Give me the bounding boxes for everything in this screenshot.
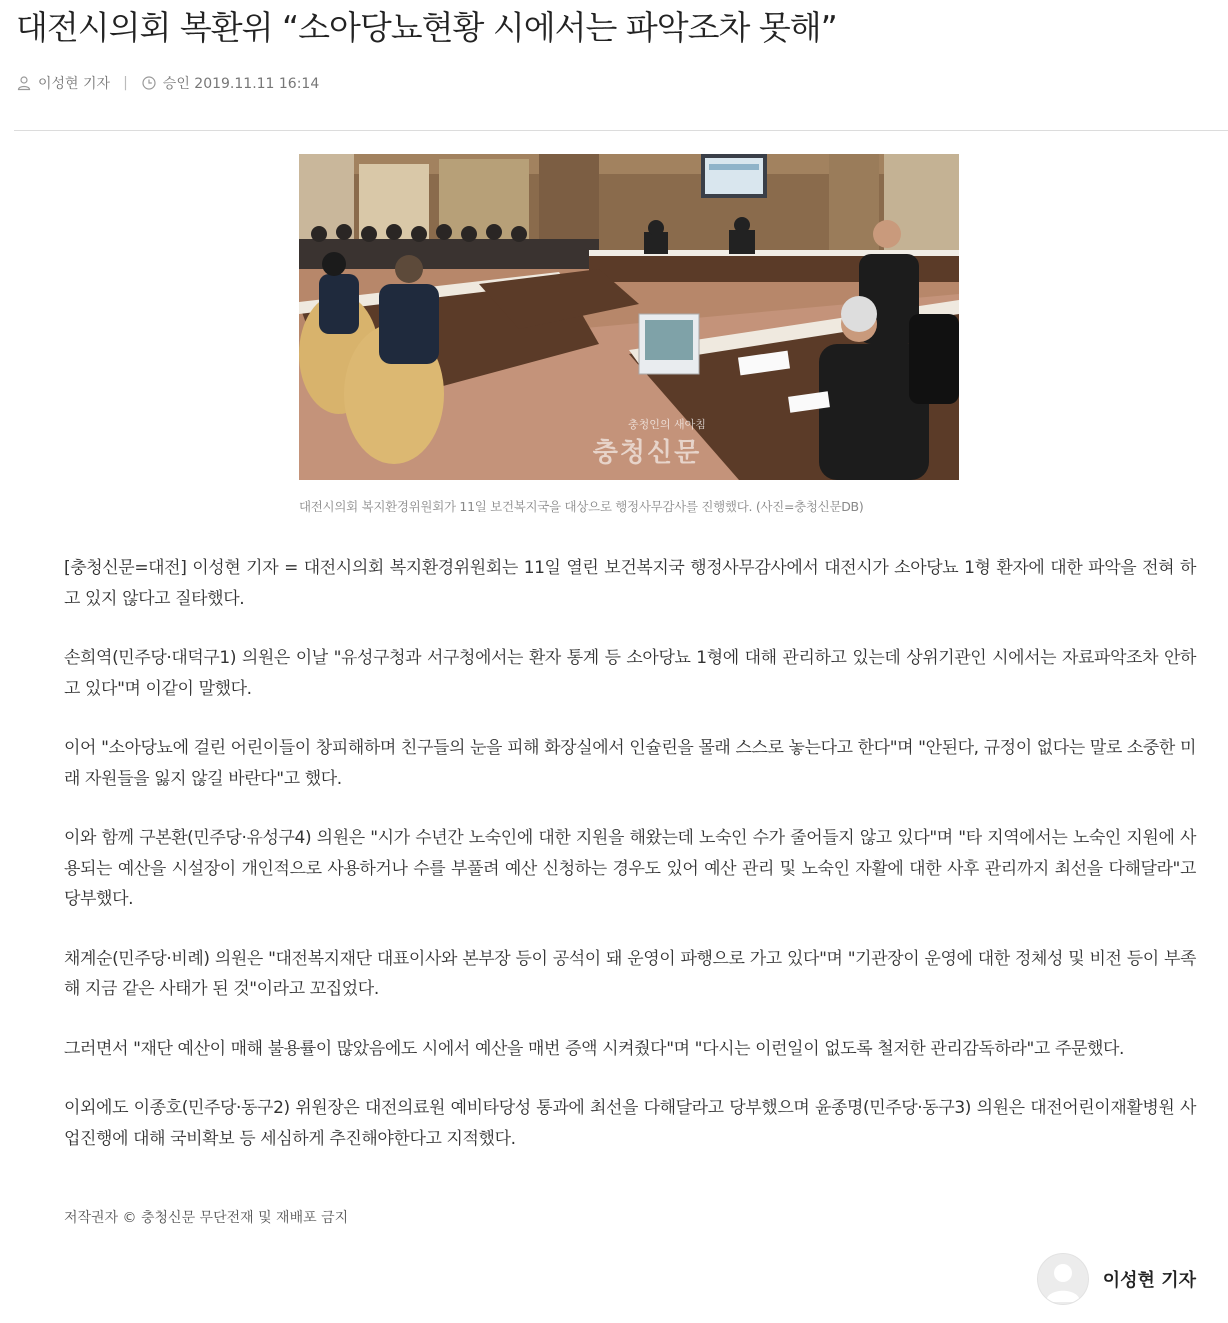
article-photo[interactable] — [299, 154, 959, 480]
body-paragraph: 이어 "소아당뇨에 걸린 어린이들이 창피해하며 친구들의 눈을 피해 화장실에서 인슐린을 몰래 스스로 놓는다고 한다"며 "안된다, 규정이 없다는 말로 소중한 미래 자원들을 잃지 않길 바란다"고 했다. — [64, 738, 1196, 789]
meta-separator: | — [123, 75, 128, 91]
watermark-slogan: 충청인의 새아침 — [628, 418, 706, 431]
body-paragraph: 그러면서 "재단 예산이 매해 불용률이 많았음에도 시에서 예산을 매번 증액 시켜줬다"며 "다시는 이런일이 없도록 철저한 관리감독하라"고 주문했다. — [64, 1038, 1125, 1059]
reporter-byline[interactable] — [1037, 1253, 1196, 1305]
photo-caption: 대전시의회 복지환경위원회가 11일 보건복지국을 대상으로 행정사무감사를 진행했다. (사진=충청신문DB) — [299, 499, 864, 514]
header-divider — [14, 130, 1228, 131]
body-paragraph: 손희역(민주당·대덕구1) 의원은 이날 "유성구청과 서구청에서는 환자 통계 등 소아당뇨 1형에 대해 관리하고 있는데 상위기관인 시에서는 자료파악조차 안하고 있다"며 이같이 말했다. — [64, 648, 1196, 699]
body-paragraph: [충청신문=대전] 이성현 기자 = 대전시의회 복지환경위원회는 11일 열린 보건복지국 행정사무감사에서 대전시가 소아당뇨 1형 환자에 대한 파악을 전혀 하고 있지 않다고 질타했다. — [64, 558, 1196, 609]
body-paragraph: 이와 함께 구본환(민주당·유성구4) 의원은 "시가 수년간 노숙인에 대한 지원을 해왔는데 노숙인 수가 줄어들지 않고 있다"며 "타 지역에서는 노숙인 지원에 사용되는 예산을 시설장이 개인적으로 사용하거나 수를 부풀려 예산 신청하는 경우도 있어 예산 관리 및 노숙인 자활에 대한 사후 관리까지 최선을 다해달라"고 당부했다. — [64, 828, 1196, 909]
body-paragraph: 채계순(민주당·비례) 의원은 "대전복지재단 대표이사와 본부장 등이 공석이 돼 운영이 파행으로 가고 있다"며 "기관장이 운영에 대한 정체성 및 비전 등이 부족해 지금 같은 사태가 된 것"이라고 꼬집었다. — [64, 948, 1196, 999]
byline-name[interactable]: 이성현 기자 — [1102, 1270, 1196, 1291]
clock-icon — [141, 75, 157, 91]
avatar[interactable] — [1037, 1253, 1089, 1305]
watermark-brand: 충청신문 — [592, 438, 702, 468]
approved-timestamp: 승인 2019.11.11 16:14 — [162, 76, 320, 92]
article-meta — [16, 73, 319, 93]
article-body — [64, 553, 1196, 1183]
copyright-notice: 저작권자 © 충청신문 무단전재 및 재배포 금지 — [64, 1210, 349, 1226]
article-headline: 대전시의회 복환위 “소아당뇨현황 시에서는 파악조차 못해” — [16, 8, 837, 47]
author-name[interactable]: 이성현 기자 — [38, 76, 111, 92]
body-paragraph: 이외에도 이종호(민주당·동구2) 위원장은 대전의료원 예비타당성 통과에 최선을 다해달라고 당부했으며 윤종명(민주당·동구3) 의원은 대전어린이재활병원 사업진행에 대해 국비확보 등 세심하게 추진해야한다고 지적했다. — [64, 1098, 1196, 1149]
person-icon — [16, 75, 32, 91]
